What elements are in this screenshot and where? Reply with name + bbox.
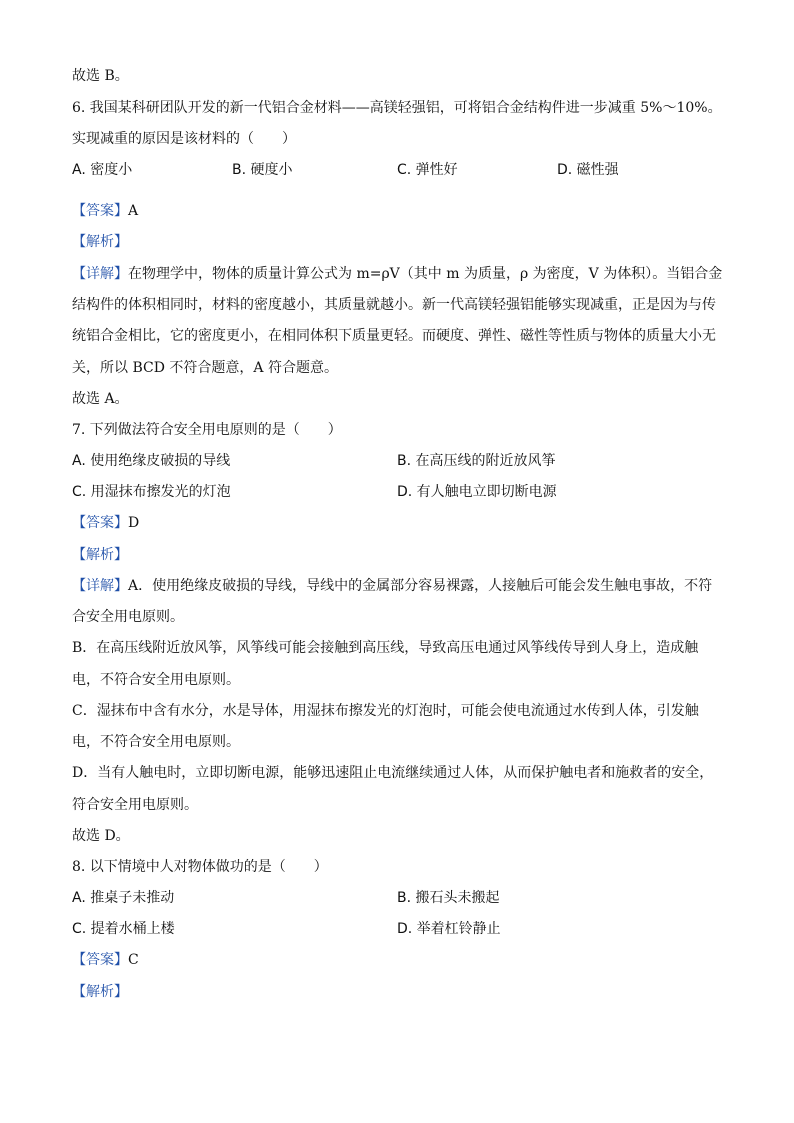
- q6-option-d: D. 磁性强: [557, 162, 619, 178]
- detail-text: 在物理学中，物体的质量计算公式为 m=ρV（其中 m 为质量，ρ 为密度，V 为体积）。当铝合金: [128, 266, 723, 282]
- q6-option-c: C. 弹性好: [397, 162, 458, 178]
- q6-conclusion: 故选 A。: [72, 391, 129, 407]
- q6-stem-line-2: 实现减重的原因是该材料的（ ）: [72, 131, 296, 147]
- analysis-tag: 【解析】: [72, 234, 128, 250]
- q7-detail-line-6: 电，不符合安全用电原则。: [72, 734, 240, 750]
- answer-value: D: [128, 515, 140, 531]
- detail-text: A．使用绝缘皮破损的导线，导线中的金属部分容易裸露，人接触后可能会发生触电事故，不符: [128, 578, 713, 594]
- q8-stem: 8. 以下情境中人对物体做功的是（ ）: [72, 859, 328, 875]
- q6-detail-line-3: 统铝合金相比，它的密度更小，在相同体积下质量更轻。而硬度、弹性、磁性等性质与物体的质量大小无: [72, 328, 716, 344]
- q7-detail-line-5: C．湿抹布中含有水分，水是导体，用湿抹布擦发光的灯泡时，可能会使电流通过水传到人体，引发触: [72, 703, 699, 719]
- q8-answer: [72, 950, 139, 970]
- analysis-tag: 【解析】: [72, 984, 128, 1000]
- q7-option-d: D. 有人触电立即切断电源: [397, 484, 557, 500]
- q7-detail-line-4: 电，不符合安全用电原则。: [72, 672, 240, 688]
- answer-tag: 【答案】: [72, 515, 128, 531]
- answer-tag: 【答案】: [72, 203, 128, 219]
- q8-option-a: A. 推桌子未推动: [72, 890, 175, 906]
- q6-detail-line-2: 结构件的体积相同时，材料的密度越小，其质量就越小。新一代高镁轻强铝能够实现减重，正是因为与传: [72, 297, 716, 313]
- q7-option-b: B. 在高压线的附近放风筝: [397, 453, 556, 469]
- q7-detail-line-2: 合安全用电原则。: [72, 609, 184, 625]
- detail-tag: 【详解】: [72, 266, 128, 282]
- q6-option-a: A. 密度小: [72, 162, 133, 178]
- q6-detail-line-1: [72, 264, 722, 284]
- q7-option-a: A. 使用绝缘皮破损的导线: [72, 453, 231, 469]
- q6-stem-line-1: 6. 我国某科研团队开发的新一代铝合金材料——高镁轻强铝，可将铝合金结构件进一步减重 5%～10%。: [72, 100, 722, 116]
- q7-stem: 7. 下列做法符合安全用电原则的是（ ）: [72, 422, 342, 438]
- q7-option-c: C. 用湿抹布擦发光的灯泡: [72, 484, 231, 500]
- q7-conclusion: 故选 D。: [72, 828, 130, 844]
- q8-option-b: B. 搬石头未搬起: [397, 890, 500, 906]
- answer-tag: 【答案】: [72, 952, 128, 968]
- q7-detail-line-1: [72, 576, 712, 596]
- q6-option-b: B. 硬度小: [232, 162, 293, 178]
- analysis-tag: 【解析】: [72, 547, 128, 563]
- q6-answer: [72, 201, 138, 221]
- answer-value: A: [128, 203, 139, 219]
- detail-tag: 【详解】: [72, 578, 128, 594]
- q6-analysis-tag: [72, 232, 128, 252]
- q7-answer: [72, 513, 139, 533]
- q8-option-d: D. 举着杠铃静止: [397, 921, 501, 937]
- answer-value: C: [128, 952, 139, 968]
- q5-conclusion: 故选 B。: [72, 68, 129, 84]
- q7-analysis-tag: [72, 545, 128, 565]
- q7-detail-line-7: D．当有人触电时，立即切断电源，能够迅速阻止电流继续通过人体，从而保护触电者和施救者的安全，: [72, 765, 714, 781]
- q6-detail-line-4: 关，所以 BCD 不符合题意，A 符合题意。: [72, 360, 338, 376]
- q7-detail-line-3: B．在高压线附近放风筝，风筝线可能会接触到高压线，导致高压电通过风筝线传导到人身上，造成触: [72, 640, 699, 656]
- q8-analysis-tag: [72, 982, 128, 1002]
- q8-option-c: C. 提着水桶上楼: [72, 921, 175, 937]
- q7-detail-line-8: 符合安全用电原则。: [72, 797, 198, 813]
